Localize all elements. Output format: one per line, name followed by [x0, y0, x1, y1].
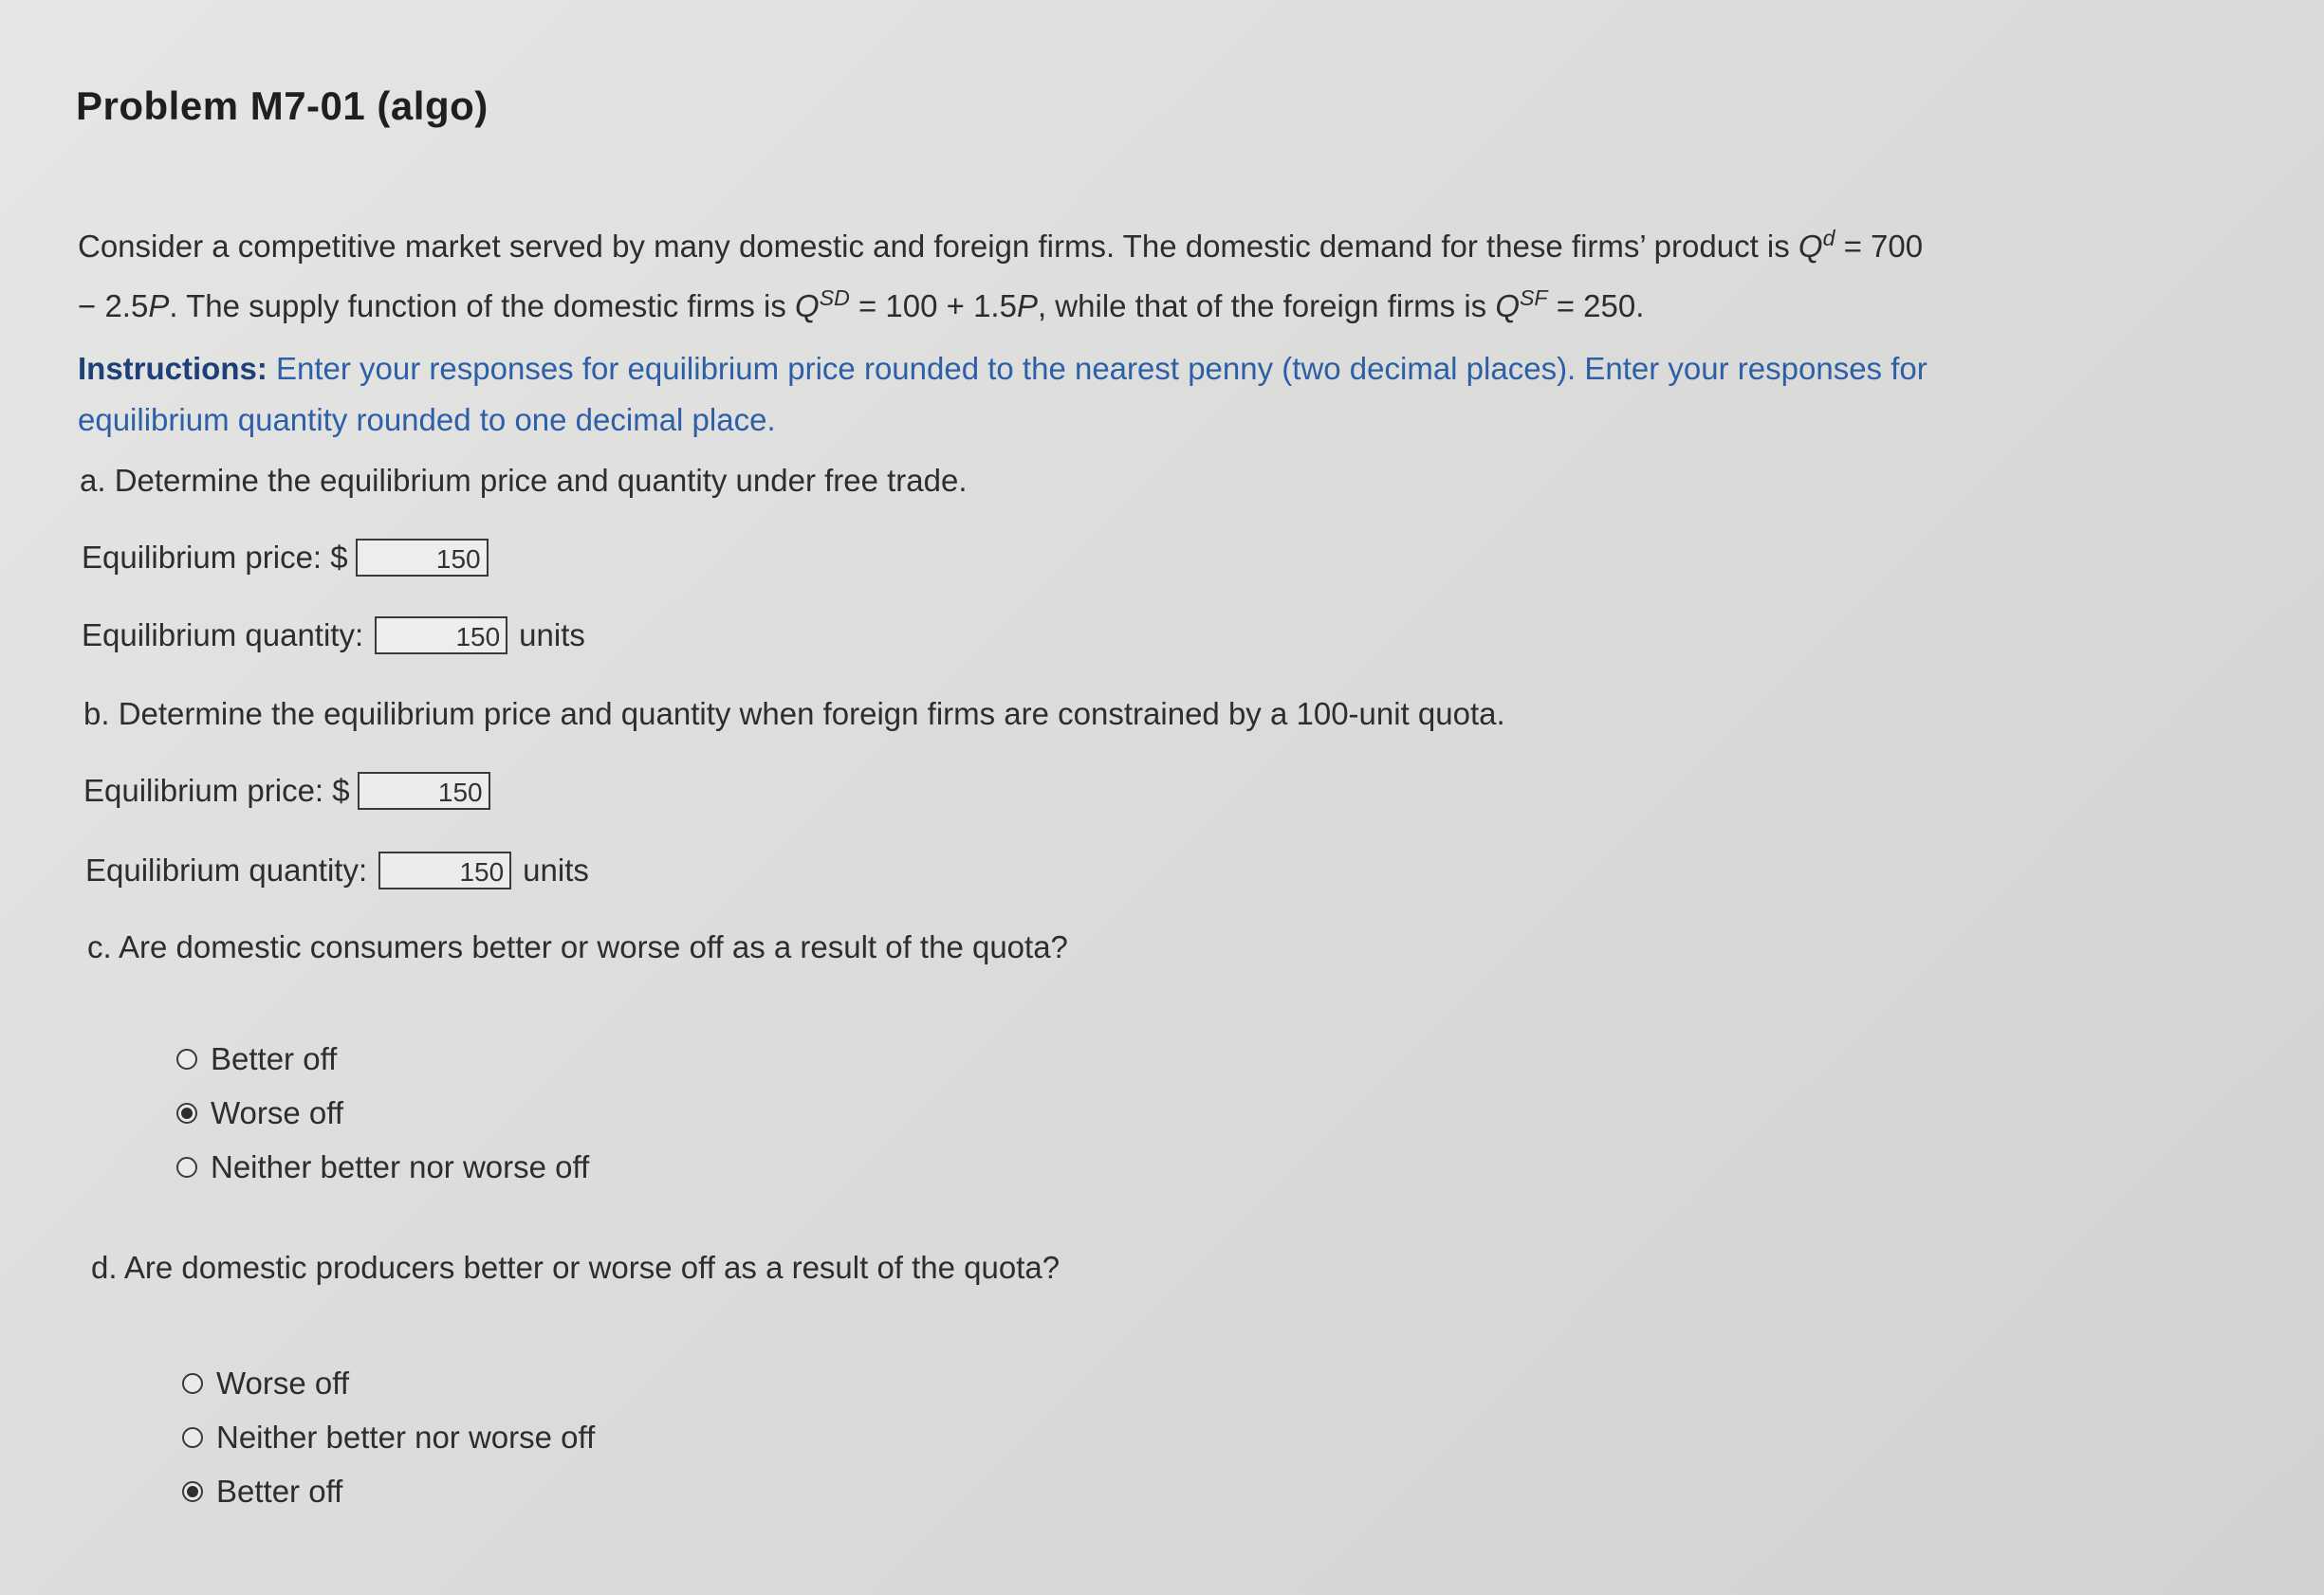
- radio-button[interactable]: [182, 1373, 203, 1394]
- part-a-quantity-label: Equilibrium quantity:: [82, 617, 364, 652]
- part-a-price-row: [82, 539, 489, 577]
- option-label: Neither better nor worse off: [211, 1148, 590, 1184]
- part-b-quantity-input[interactable]: 150: [378, 852, 511, 889]
- qsf-superscript: SF: [1520, 285, 1548, 310]
- part-a-quantity-input[interactable]: 150: [375, 616, 507, 654]
- radio-button[interactable]: [176, 1157, 197, 1178]
- part-b-price-input[interactable]: 150: [358, 772, 490, 810]
- qsd-superscript: SD: [819, 285, 850, 310]
- radio-button-selected[interactable]: [176, 1103, 197, 1124]
- instructions-line-2: equilibrium quantity rounded to one decimal place.: [78, 402, 776, 437]
- qd-equation: = 700: [1835, 229, 1924, 264]
- price-symbol-2: P: [1016, 288, 1038, 323]
- price-symbol-1: P: [148, 288, 170, 323]
- part-a-price-label: Equilibrium price: $: [82, 540, 348, 575]
- qsd-symbol: Q: [795, 288, 820, 323]
- problem-intro: [78, 212, 2089, 332]
- part-a-question: a. Determine the equilibrium price and quantity under free trade.: [80, 463, 968, 498]
- qd-symbol: Q: [1798, 229, 1823, 264]
- part-a-quantity-unit: units: [519, 617, 585, 652]
- radio-button[interactable]: [176, 1049, 197, 1070]
- instructions-line-1: [78, 343, 2089, 394]
- part-b-question: b. Determine the equilibrium price and quantity when foreign firms are constrained by a 100-unit quota.: [83, 696, 1505, 731]
- part-d-option-better-off[interactable]: [182, 1464, 595, 1518]
- instructions-text-1: Enter your responses for equilibrium price rounded to the nearest penny (two decimal places). Enter your responses for: [267, 351, 1927, 386]
- instructions: [78, 343, 2089, 446]
- part-d-question: d. Are domestic producers better or worse off as a result of the quota?: [91, 1250, 1061, 1285]
- part-c-options: [176, 1032, 589, 1194]
- part-a-price-input[interactable]: 150: [356, 539, 489, 577]
- instructions-label: Instructions:: [78, 351, 267, 386]
- intro-text-5: , while that of the foreign firms is: [1037, 288, 1496, 323]
- option-label: Worse off: [211, 1094, 344, 1130]
- option-label: Worse off: [216, 1365, 350, 1401]
- part-b-quantity-unit: units: [523, 852, 589, 888]
- intro-line-2: [78, 272, 2089, 332]
- part-c-option-worse-off[interactable]: [176, 1086, 589, 1140]
- problem-title: Problem M7-01 (algo): [76, 83, 489, 128]
- part-c-option-neither[interactable]: [176, 1140, 589, 1194]
- part-a-quantity-row: [82, 616, 585, 654]
- part-d-options: [182, 1356, 595, 1518]
- intro-text-1: Consider a competitive market served by many domestic and foreign firms. The domestic demand for these firms’ product is: [78, 229, 1798, 264]
- part-d-option-worse-off[interactable]: [182, 1356, 595, 1410]
- part-c-question: c. Are domestic consumers better or worse off as a result of the quota?: [87, 929, 1068, 964]
- option-label: Better off: [211, 1040, 338, 1076]
- part-b-price-label: Equilibrium price: $: [83, 773, 350, 808]
- radio-button-selected[interactable]: [182, 1481, 203, 1502]
- intro-text-2: − 2.5: [78, 288, 149, 323]
- part-b-price-row: [83, 772, 490, 810]
- part-b-quantity-label: Equilibrium quantity:: [85, 852, 368, 888]
- radio-button[interactable]: [182, 1427, 203, 1448]
- part-b-quantity-row: [85, 852, 589, 889]
- intro-text-4: = 100 + 1.5: [849, 288, 1017, 323]
- part-c-option-better-off[interactable]: [176, 1032, 589, 1086]
- part-d-option-neither[interactable]: [182, 1410, 595, 1464]
- intro-text-6: = 250.: [1547, 288, 1645, 323]
- option-label: Better off: [216, 1473, 343, 1509]
- qd-superscript: d: [1822, 226, 1835, 250]
- intro-line-1: [78, 212, 2089, 272]
- intro-text-3: . The supply function of the domestic firms is: [169, 288, 796, 323]
- qsf-symbol: Q: [1495, 288, 1521, 323]
- option-label: Neither better nor worse off: [216, 1419, 596, 1455]
